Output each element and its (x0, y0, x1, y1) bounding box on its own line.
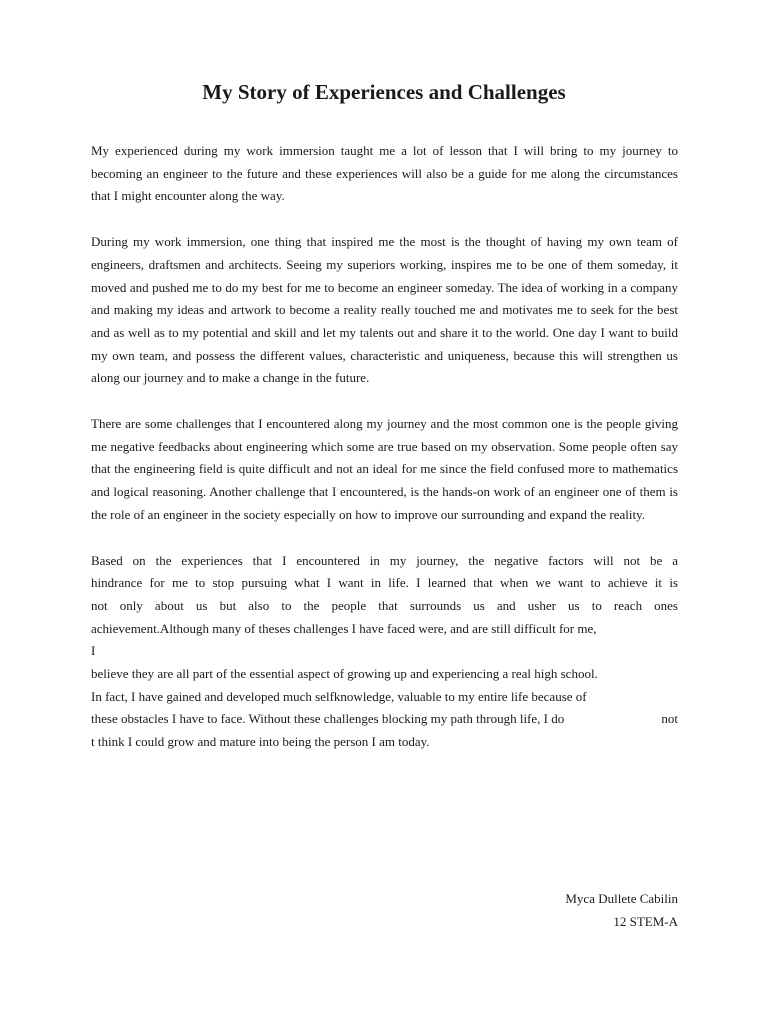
paragraph-4-line: I (91, 643, 96, 659)
paragraph-4-line: not only about us but also to the people that surrounds us and usher us to reach ones (91, 597, 678, 613)
paragraph-4-line-text: these obstacles I have to face. Without these challenges blocking my path through life, I do (91, 711, 565, 727)
author-name: Myca Dullete Cabilin (565, 891, 678, 906)
document-body (91, 140, 678, 754)
paragraph-4-line: t think I could grow and mature into being the person I am today. (91, 734, 430, 750)
paragraph-4-line: In fact, I have gained and developed much selfknowledge, valuable to my entire life because of (91, 688, 587, 704)
paragraph-4-line-text: not (661, 711, 678, 727)
paragraph-4-line: hindrance for me to stop pursuing what I want in life. I learned that when we want to achieve it is (91, 575, 678, 591)
paragraph-2: During my work immersion, one thing that inspired me the most is the thought of having my own team of engineers, draftsmen and architects. Seeing my superiors working, inspires me to be one of them someday, it moved and pushed me to do my best for me to become an engineer someday. The idea of working in a company and making my ideas and artwork to become a reality really touched me and motivates me to seek for the best and as well as to my potential and skill and let my talents out and share it to the world. One day I want to build my own team, and possess the different values, characteristic and uniqueness, because this will strengthen us along our journey and to make a change in the future. (91, 234, 678, 386)
paragraph-4-line: believe they are all part of the essential aspect of growing up and experiencing a real high school. (91, 666, 598, 682)
paragraph-1: My experienced during my work immersion taught me a lot of lesson that I will bring to my journey to becoming an engineer to the future and these experiences will also be a guide for me along the circumstances that I might encounter along the way. (91, 143, 678, 204)
paragraph-4 (91, 550, 678, 754)
paragraph-4-line: Based on the experiences that I encountered in my journey, the negative factors will not be a (91, 552, 678, 568)
paragraph-4-line (91, 708, 678, 731)
document-title: My Story of Experiences and Challenges (202, 80, 566, 104)
signature-block (565, 888, 678, 933)
paragraph-4-line: achievement.Although many of theses challenges I have faced were, and are still difficult for me, (91, 620, 597, 636)
author-section: 12 STEM-A (613, 913, 678, 929)
paragraph-3: There are some challenges that I encountered along my journey and the most common one is the people giving me negative feedbacks about engineering which some are true based on my observation. Some people often say that the engineering field is quite difficult and not an ideal for me since the field confused more to mathematics and logical reasoning. Another challenge that I encountered, is the hands-on work of an engineer one of them is the role of an engineer in the society especially on how to improve our surrounding and expand the reality. (91, 416, 678, 522)
